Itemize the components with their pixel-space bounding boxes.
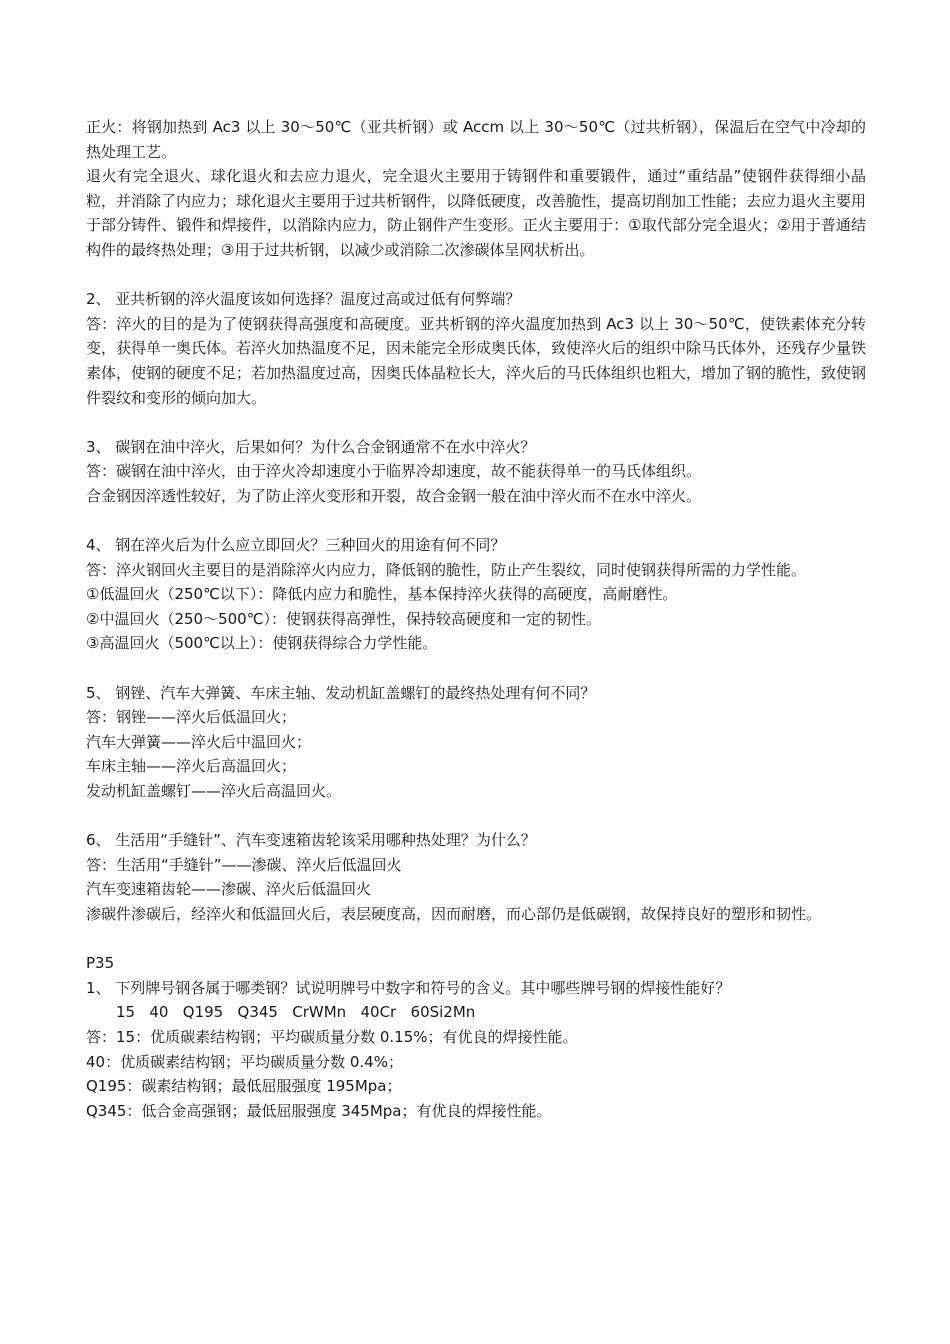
text-line: Q345：低合金高强钢；最低屈服强度 345Mpa；有优良的焊接性能。 — [86, 1101, 552, 1120]
text-line: Q195：碳素结构钢；最低屈服强度 195Mpa； — [86, 1077, 402, 1096]
text-line: 汽车大弹簧——淬火后中温回火； — [86, 732, 312, 751]
text-line: 发动机缸盖螺钉——淬火后高温回火。 — [86, 782, 342, 801]
text-line: 正火：将钢加热到 Ac3 以上 30～50℃（亚共析钢）或 Accm 以上 30～50℃（过共析钢），保温后在空气中冷却的热处理工艺。 — [86, 118, 866, 161]
text-line: 4、 钢在淬火后为什么应立即回火？三种回火的用途有何不同？ — [86, 536, 506, 555]
text-line: ②中温回火（250～500℃）：使钢获得高弹性，保持较高硬度和一定的韧性。 — [86, 609, 602, 628]
text-line: 答：淬火的目的是为了使钢获得高强度和高硬度。亚共析钢的淬火温度加热到 Ac3 以上 30～50℃，使铁素体充分转变，获得单一奥氏体。若淬火加热温度不足，因未能完全形成奥氏体，致使淬火后的组织中除马氏体外，还残存少量铁素体，使钢的硬度不足；若加热温度过高，因奥氏体晶粒长大，淬火后的马氏体组织也粗大，增加了钢的脆性，致使钢件裂纹和变形的倾向加大。 — [86, 314, 867, 407]
text-line: 车床主轴——淬火后高温回火； — [86, 757, 297, 776]
text-line: 5、 钢锉、汽车大弹簧、车床主轴、发动机缸盖螺钉的最终热处理有何不同？ — [86, 683, 596, 702]
text-line: 答：钢锉——淬火后低温回火； — [86, 708, 297, 727]
text-line: P35 — [86, 954, 115, 973]
steel-grade-list: 15 40 Q195 Q345 CrWMn 40Cr 60Si2Mn — [116, 1003, 476, 1022]
paragraph-gap — [86, 927, 866, 952]
text-line: 退火有完全退火、球化退火和去应力退火，完全退火主要用于铸钢件和重要锻件，通过“重结晶”使钢件获得细小晶粒，并消除了内应力；球化退火主要用于过共析钢件，以降低硬度，改善脆性，提高切削加工性能；去应力退火主要用于部分铸件、锻件和焊接件，以消除内应力，防止钢件产生变形。正火主要用于：①取代部分完全退火；②用于普通结构件的最终热处理；③用于过共析钢，以减少或消除二次渗碳体呈网状析出。 — [86, 167, 867, 259]
text-line: 1、 下列牌号钢各属于哪类钢？试说明牌号中数字和符号的含义。其中哪些牌号钢的焊接性能好？ — [86, 978, 731, 997]
text-line: 40：优质碳素结构钢；平均碳质量分数 0.4%； — [86, 1052, 403, 1071]
paragraph-gap — [86, 410, 866, 435]
paragraph-gap — [86, 656, 866, 681]
text-line: 合金钢因淬透性较好，为了防止淬火变形和开裂，故合金钢一般在油中淬火而不在水中淬火。 — [86, 486, 702, 505]
text-line: 渗碳件渗碳后，经淬火和低温回火后，表层硬度高，因而耐磨，而心部仍是低碳钢，故保持良好的塑形和韧性。 — [86, 905, 822, 923]
text-line: 答：生活用“手缝针”——渗碳、淬火后低温回火 — [86, 855, 402, 874]
text-line: 2、 亚共析钢的淬火温度该如何选择？温度过高或过低有何弊端？ — [86, 290, 521, 309]
text-line: ③高温回火（500℃以上）：使钢获得综合力学性能。 — [86, 634, 438, 653]
text-line: 答：15：优质碳素结构钢；平均碳质量分数 0.15%；有优良的焊接性能。 — [86, 1027, 578, 1046]
paragraph-gap — [86, 509, 866, 534]
text-line: 答：淬火钢回火主要目的是消除淬火内应力，降低钢的脆性，防止产生裂纹，同时使钢获得所需的力学性能。 — [86, 560, 807, 579]
text-line: 汽车变速箱齿轮——渗碳、淬火后低温回火 — [86, 880, 372, 899]
paragraph-gap — [86, 263, 866, 288]
text-line: 6、 生活用“手缝针”、汽车变速箱齿轮该采用哪种热处理？为什么？ — [86, 831, 536, 850]
text-line: ①低温回火（250℃以下）：降低内应力和脆性，基本保持淬火获得的高硬度，高耐磨性。 — [86, 585, 678, 604]
paragraph-gap — [86, 804, 866, 829]
text-line: 3、 碳钢在油中淬火，后果如何？为什么合金钢通常不在水中淬火？ — [86, 437, 536, 456]
text-line: 答：碳钢在油中淬火，由于淬火冷却速度小于临界冷却速度，故不能获得单一的马氏体组织。 — [86, 462, 702, 481]
